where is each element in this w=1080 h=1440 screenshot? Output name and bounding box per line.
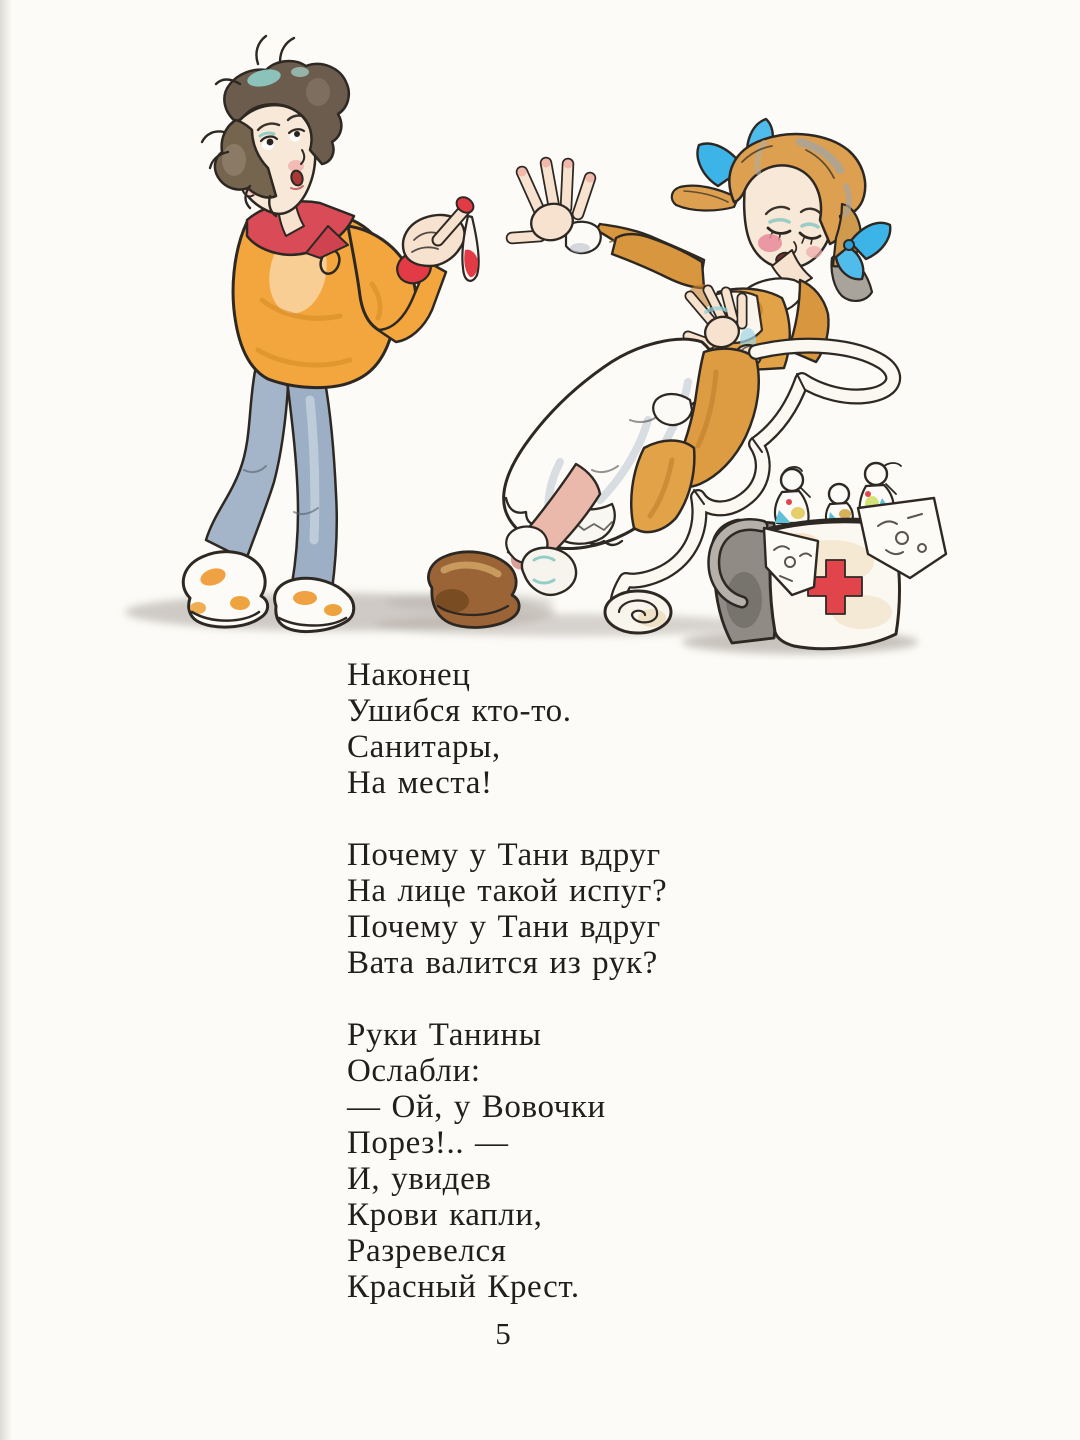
poem-line: Санитары, — [347, 729, 501, 765]
poem-line: Почему у Тани вдруг — [347, 837, 661, 873]
poem-text — [347, 657, 667, 1305]
poem-line: Ослабли: — [347, 1053, 481, 1089]
boy-figure — [183, 36, 478, 632]
poem-line: На места! — [347, 765, 493, 801]
poem-line: Вата валится из рук? — [347, 945, 658, 981]
poem-stanza — [347, 657, 667, 801]
poem-stanza — [347, 837, 667, 981]
poem-line: Крови капли, — [347, 1197, 543, 1233]
girl-bootie — [522, 548, 576, 595]
poem-line: Почему у Тани вдруг — [347, 909, 661, 945]
poem-line: Руки Танины — [347, 1017, 542, 1053]
poem-line: На лице такой испуг? — [347, 873, 668, 909]
poem-line: Ушибся кто-то. — [347, 693, 572, 729]
bandage-roll — [605, 591, 671, 633]
girl-pigtail — [672, 186, 738, 211]
poem-line: Порез!.. — — [347, 1125, 509, 1161]
poem-stanza — [347, 1017, 667, 1305]
poem-line: — Ой, у Вовочки — [347, 1089, 606, 1125]
blood-drip — [462, 216, 478, 281]
poem-line: Разревелся — [347, 1233, 507, 1269]
poem-line: И, увидев — [347, 1161, 492, 1197]
poem-line: Наконец — [347, 657, 471, 693]
illustration-watercolor — [0, 0, 1080, 660]
page-number: 5 — [495, 1316, 511, 1351]
poem-line: Красный Крест. — [347, 1269, 580, 1305]
